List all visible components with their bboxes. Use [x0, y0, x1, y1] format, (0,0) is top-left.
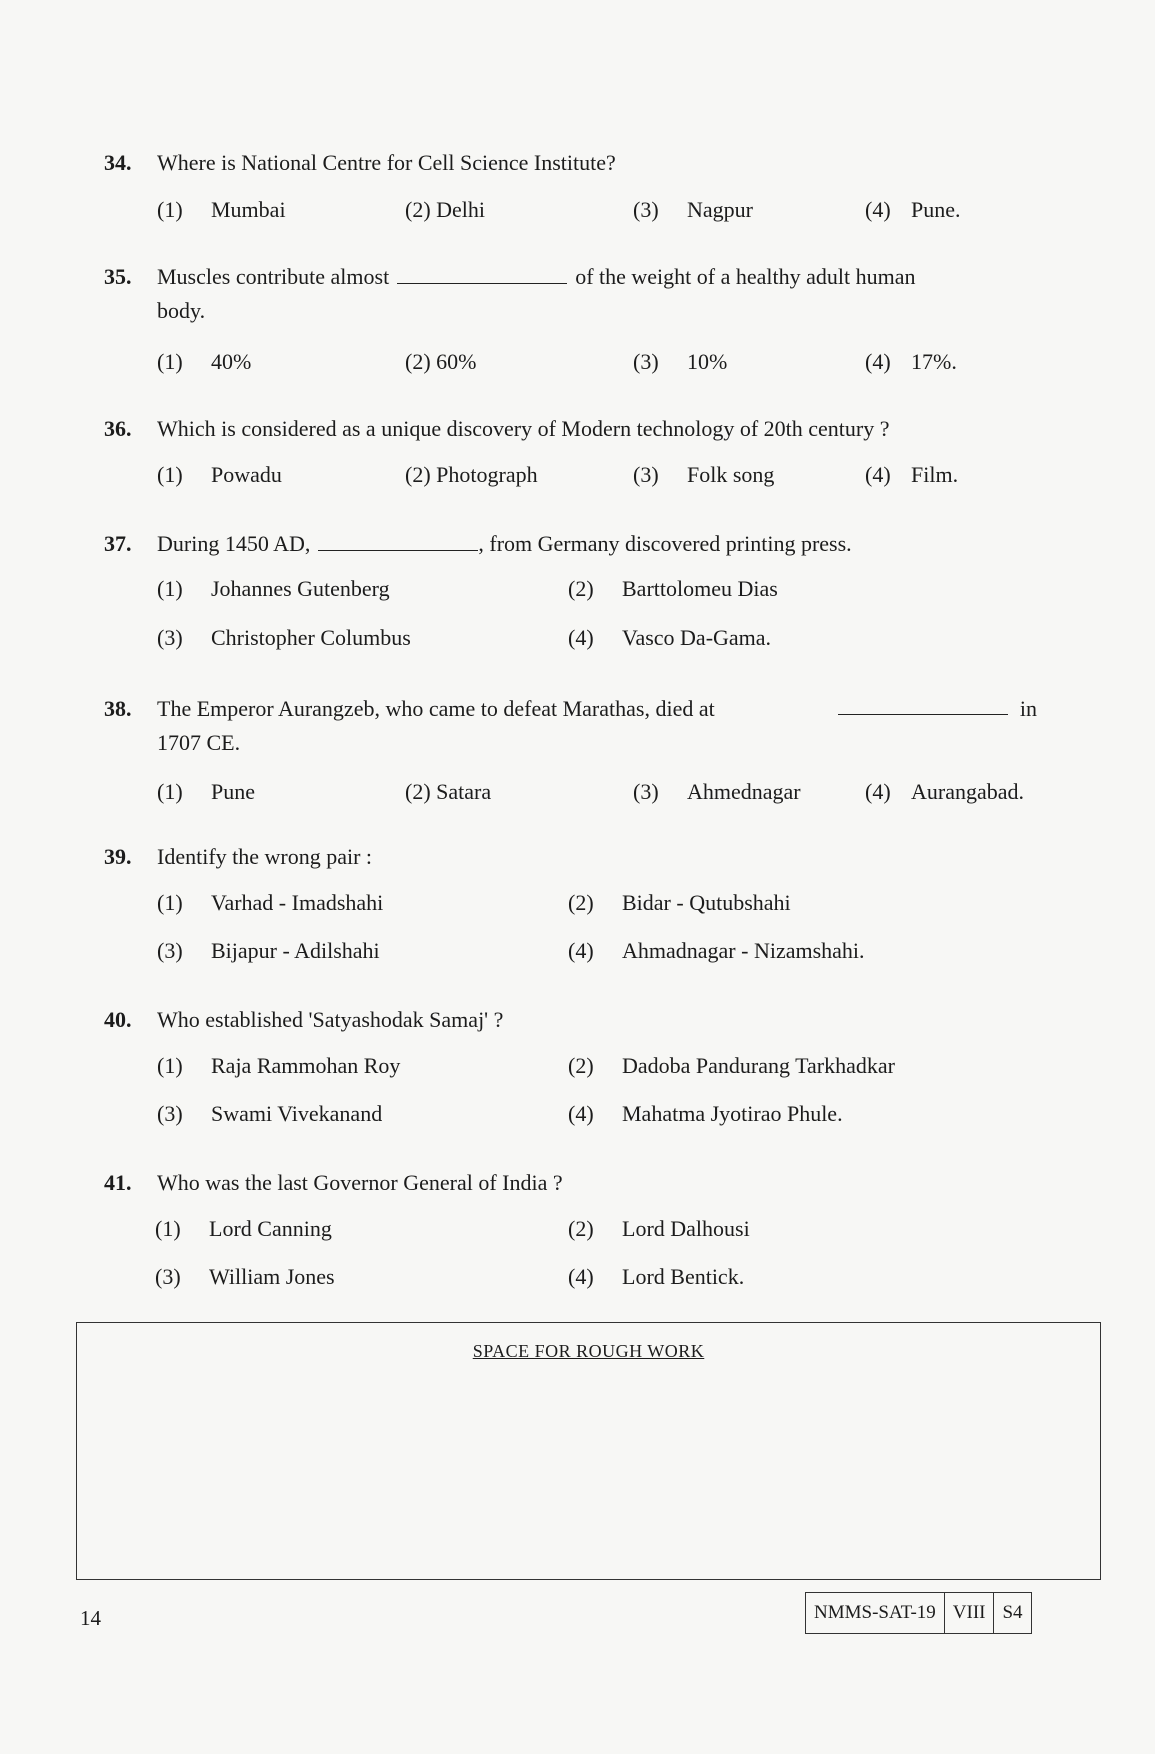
rough-work-title: SPACE FOR ROUGH WORK [472, 1341, 705, 1361]
rough-work-box [76, 1322, 1101, 1580]
option-3[interactable] [633, 777, 801, 807]
option-label: (4) [568, 625, 594, 650]
option-text: Bijapur - Adilshahi [211, 938, 380, 963]
option-text: Lord Canning [209, 1216, 332, 1241]
option-2[interactable] [568, 1214, 750, 1244]
option-label: (2) [568, 1053, 594, 1078]
exam-code: NMMS-SAT-19 [814, 1602, 936, 1623]
question-number: 41. [104, 1170, 132, 1195]
option-label: (3) [633, 197, 659, 222]
option-label: (1) [157, 1053, 183, 1078]
question-number: 38. [104, 696, 132, 721]
option-4[interactable] [865, 777, 1024, 807]
option-4[interactable] [568, 623, 771, 653]
option-text: Christopher Columbus [211, 625, 411, 650]
option-3[interactable] [633, 347, 727, 377]
question-text [157, 529, 852, 559]
option-text: Mahatma Jyotirao Phule. [622, 1101, 843, 1126]
option-label: (2) [405, 779, 431, 804]
option-1[interactable] [157, 777, 255, 807]
option-label: (4) [865, 462, 891, 487]
option-2[interactable] [568, 1051, 895, 1081]
option-text: Nagpur [687, 197, 753, 222]
option-text: Film. [911, 462, 959, 487]
question-text-part: of the weight of a healthy adult human [575, 264, 916, 289]
option-label: (3) [157, 625, 183, 650]
option-label: (2) [568, 890, 594, 915]
option-2[interactable] [568, 574, 778, 604]
option-4[interactable] [568, 1262, 744, 1292]
question-number: 37. [104, 531, 132, 556]
question-text-part: in [1019, 696, 1037, 721]
question-text-part: , from Germany discovered printing press. [478, 531, 852, 556]
option-label: (1) [155, 1216, 181, 1241]
question-number: 39. [104, 844, 132, 869]
option-2[interactable] [405, 195, 485, 225]
option-4[interactable] [865, 195, 961, 225]
question-text: Who was the last Governor General of India ? [157, 1170, 563, 1195]
fill-blank [397, 263, 567, 284]
option-4[interactable] [568, 1099, 843, 1129]
option-1[interactable] [155, 1214, 332, 1244]
option-text: Lord Bentick. [622, 1264, 745, 1289]
option-text: Mumbai [211, 197, 286, 222]
question-number: 35. [104, 264, 132, 289]
question-text: Who established 'Satyashodak Samaj' ? [157, 1007, 504, 1032]
option-label: (1) [157, 576, 183, 601]
option-text: 40% [211, 349, 252, 374]
option-text: Delhi [436, 197, 486, 222]
option-text: 60% [436, 349, 477, 374]
option-text: Pune [211, 779, 255, 804]
option-text: Powadu [211, 462, 282, 487]
option-label: (3) [157, 1101, 183, 1126]
option-text: Photograph [436, 462, 538, 487]
option-label: (2) [568, 576, 594, 601]
option-2[interactable] [405, 460, 538, 490]
option-label: (1) [157, 197, 183, 222]
option-label: (4) [865, 197, 891, 222]
fill-blank [318, 530, 478, 551]
question-text-part: The Emperor Aurangzeb, who came to defeat Marathas, died at [157, 696, 715, 721]
option-label: (1) [157, 349, 183, 374]
set-code: S4 [993, 1593, 1030, 1633]
option-text: Raja Rammohan Roy [211, 1053, 401, 1078]
option-text: Folk song [687, 462, 775, 487]
option-label: (3) [633, 462, 659, 487]
option-label: (2) [405, 462, 431, 487]
option-label: (1) [157, 779, 183, 804]
question-number: 40. [104, 1007, 132, 1032]
option-text: Dadoba Pandurang Tarkhadkar [622, 1053, 895, 1078]
option-text: Pune. [911, 197, 961, 222]
option-label: (4) [568, 1264, 594, 1289]
question-text-part: During 1450 AD, [157, 531, 311, 556]
option-1[interactable] [157, 347, 251, 377]
option-text: Vasco Da-Gama. [622, 625, 772, 650]
page-number: 14 [80, 1606, 101, 1630]
question-text-part: Muscles contribute almost [157, 264, 390, 289]
option-label: (1) [157, 462, 183, 487]
question-text-line2: 1707 CE. [157, 730, 241, 755]
option-3[interactable] [157, 936, 380, 966]
option-label: (2) [405, 197, 431, 222]
option-3[interactable] [633, 195, 753, 225]
question-number: 36. [104, 416, 132, 441]
question-text: Where is National Centre for Cell Science Institute? [157, 150, 616, 175]
option-label: (3) [633, 779, 659, 804]
option-text: Satara [436, 779, 492, 804]
option-label: (4) [865, 349, 891, 374]
option-label: (3) [155, 1264, 181, 1289]
option-text: Johannes Gutenberg [211, 576, 390, 601]
question-text [157, 262, 915, 292]
option-text: 10% [687, 349, 728, 374]
option-2[interactable] [405, 347, 476, 377]
question-text: Which is considered as a unique discovery of Modern technology of 20th century ? [157, 416, 890, 441]
option-1[interactable] [157, 195, 286, 225]
question-text [157, 694, 1037, 724]
option-3[interactable] [155, 1262, 335, 1292]
option-1[interactable] [157, 460, 282, 490]
option-text: 17%. [911, 349, 957, 374]
option-label: (1) [157, 890, 183, 915]
option-3[interactable] [157, 623, 411, 653]
option-text: Varhad - Imadshahi [211, 890, 384, 915]
option-label: (4) [568, 938, 594, 963]
option-1[interactable] [157, 888, 383, 918]
option-2[interactable] [405, 777, 491, 807]
option-label: (2) [405, 349, 431, 374]
option-3[interactable] [633, 460, 774, 490]
option-text: Barttolomeu Dias [622, 576, 778, 601]
fill-blank [838, 694, 1008, 715]
option-label: (3) [157, 938, 183, 963]
option-text: Lord Dalhousi [622, 1216, 750, 1241]
option-4[interactable] [865, 460, 958, 490]
option-label: (4) [568, 1101, 594, 1126]
class-code: VIII [944, 1593, 994, 1633]
option-text: William Jones [209, 1264, 335, 1289]
question-text: Identify the wrong pair : [157, 844, 373, 869]
option-label: (4) [865, 779, 891, 804]
option-1[interactable] [157, 1051, 400, 1081]
option-label: (2) [568, 1216, 594, 1241]
option-4[interactable] [568, 936, 865, 966]
paper-code [805, 1592, 1032, 1634]
option-3[interactable] [157, 1099, 382, 1129]
option-text: Swami Vivekanand [211, 1101, 383, 1126]
question-number: 34. [104, 150, 132, 175]
option-text: Ahmadnagar - Nizamshahi. [622, 938, 865, 963]
option-text: Bidar - Qutubshahi [622, 890, 791, 915]
option-1[interactable] [157, 574, 390, 604]
question-text-line2: body. [157, 298, 206, 323]
option-4[interactable] [865, 347, 957, 377]
option-text: Aurangabad. [911, 779, 1025, 804]
option-label: (3) [633, 349, 659, 374]
option-2[interactable] [568, 888, 791, 918]
option-text: Ahmednagar [687, 779, 801, 804]
